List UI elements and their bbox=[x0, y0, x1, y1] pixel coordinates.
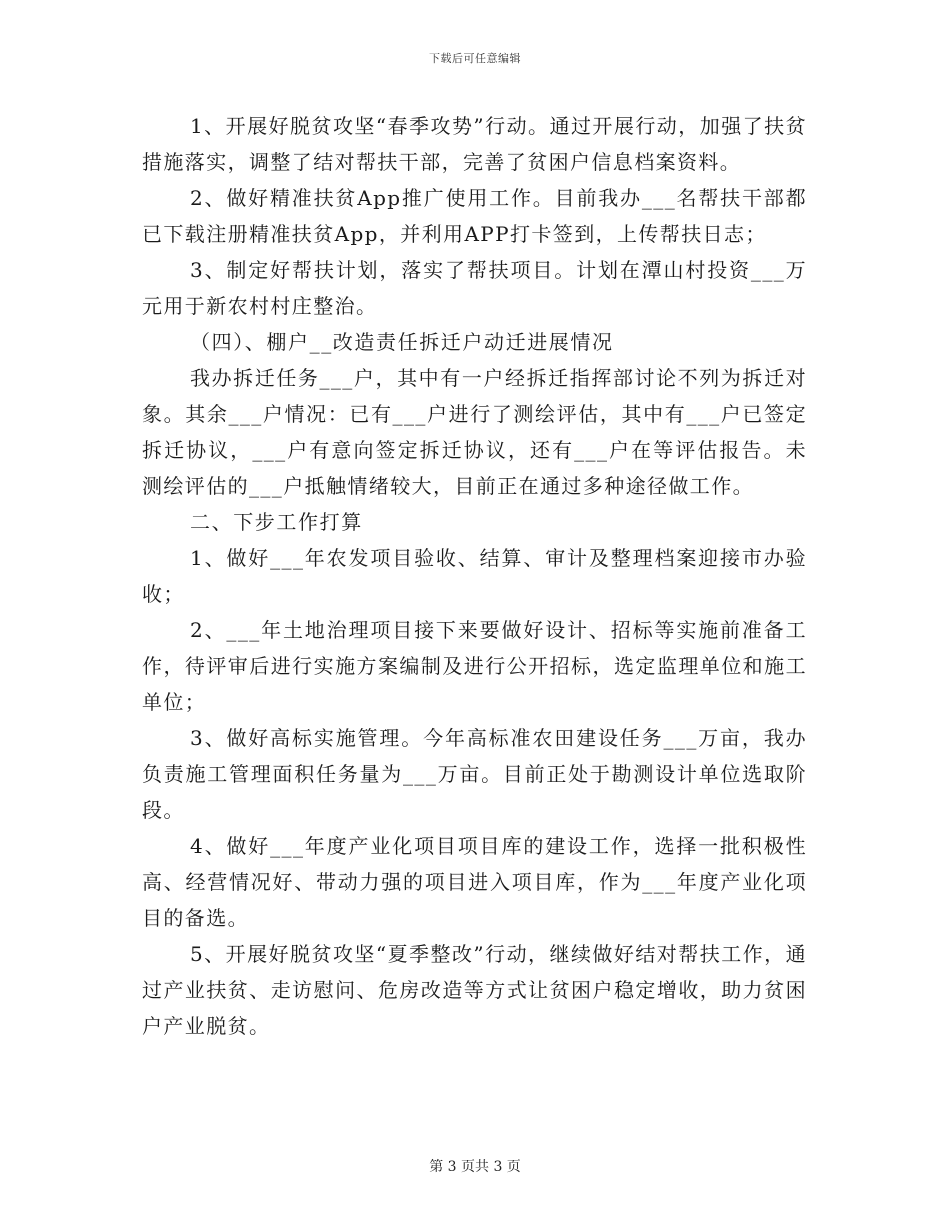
paragraph-assistance-plan: 3、制定好帮扶计划，落实了帮扶项目。计划在潭山村投资___万元用于新农村村庄整治。 bbox=[142, 258, 807, 318]
page-footer: 第 3 页共 3 页 bbox=[429, 1159, 521, 1175]
paragraph-poverty-spring-campaign: 1、开展好脱贫攻坚“春季攻势”行动。通过开展行动，加强了扶贫措施落实，调整了结对帮扶干部，完善了贫困户信息档案资料。 bbox=[142, 114, 807, 174]
paragraph-land-improvement: 2、___年土地治理项目接下来要做好设计、招标等实施前准备工作，待评审后进行实施方案编制及进行公开招标，选定监理单位和施工单位； bbox=[142, 618, 807, 714]
section-heading-next-steps: 二、下步工作打算 bbox=[190, 510, 363, 534]
document-body bbox=[142, 108, 807, 1044]
paragraph-agri-project-acceptance: 1、做好___年农发项目验收、结算、审计及整理档案迎接市办验收； bbox=[142, 546, 807, 606]
paragraph-industrial-project-pool: 4、做好___年度产业化项目项目库的建设工作，选择一批积极性高、经营情况好、带动力强的项目进入项目库，作为___年度产业化项目的备选。 bbox=[142, 834, 807, 930]
paragraph-app-promotion: 2、做好精准扶贫App推广使用工作。目前我办___名帮扶干部都已下载注册精准扶贫App，并利用APP打卡签到，上传帮扶日志； bbox=[142, 186, 807, 246]
paragraph-poverty-summer-campaign: 5、开展好脱贫攻坚“夏季整改”行动，继续做好结对帮扶工作，通过产业扶贫、走访慰问、危房改造等方式让贫困户稳定增收，助力贫困户产业脱贫。 bbox=[142, 942, 807, 1038]
section-heading-shantytown: （四）、棚户__改造责任拆迁户动迁进展情况 bbox=[190, 330, 614, 354]
paragraph-high-standard-farmland: 3、做好高标实施管理。今年高标准农田建设任务___万亩，我办负责施工管理面积任务量为___万亩。目前正处于勘测设计单位选取阶段。 bbox=[142, 726, 807, 822]
page-header: 下载后可任意编辑 bbox=[429, 52, 521, 65]
paragraph-demolition-progress: 我办拆迁任务___户，其中有一户经拆迁指挥部讨论不列为拆迁对象。其余___户情况：已有___户进行了测绘评估，其中有___户已签定拆迁协议，___户有意向签定拆迁协议，还有___户在等评估报告。未测绘评估的___户抵触情绪较大，目前正在通过多种途径做工作。 bbox=[142, 366, 807, 498]
